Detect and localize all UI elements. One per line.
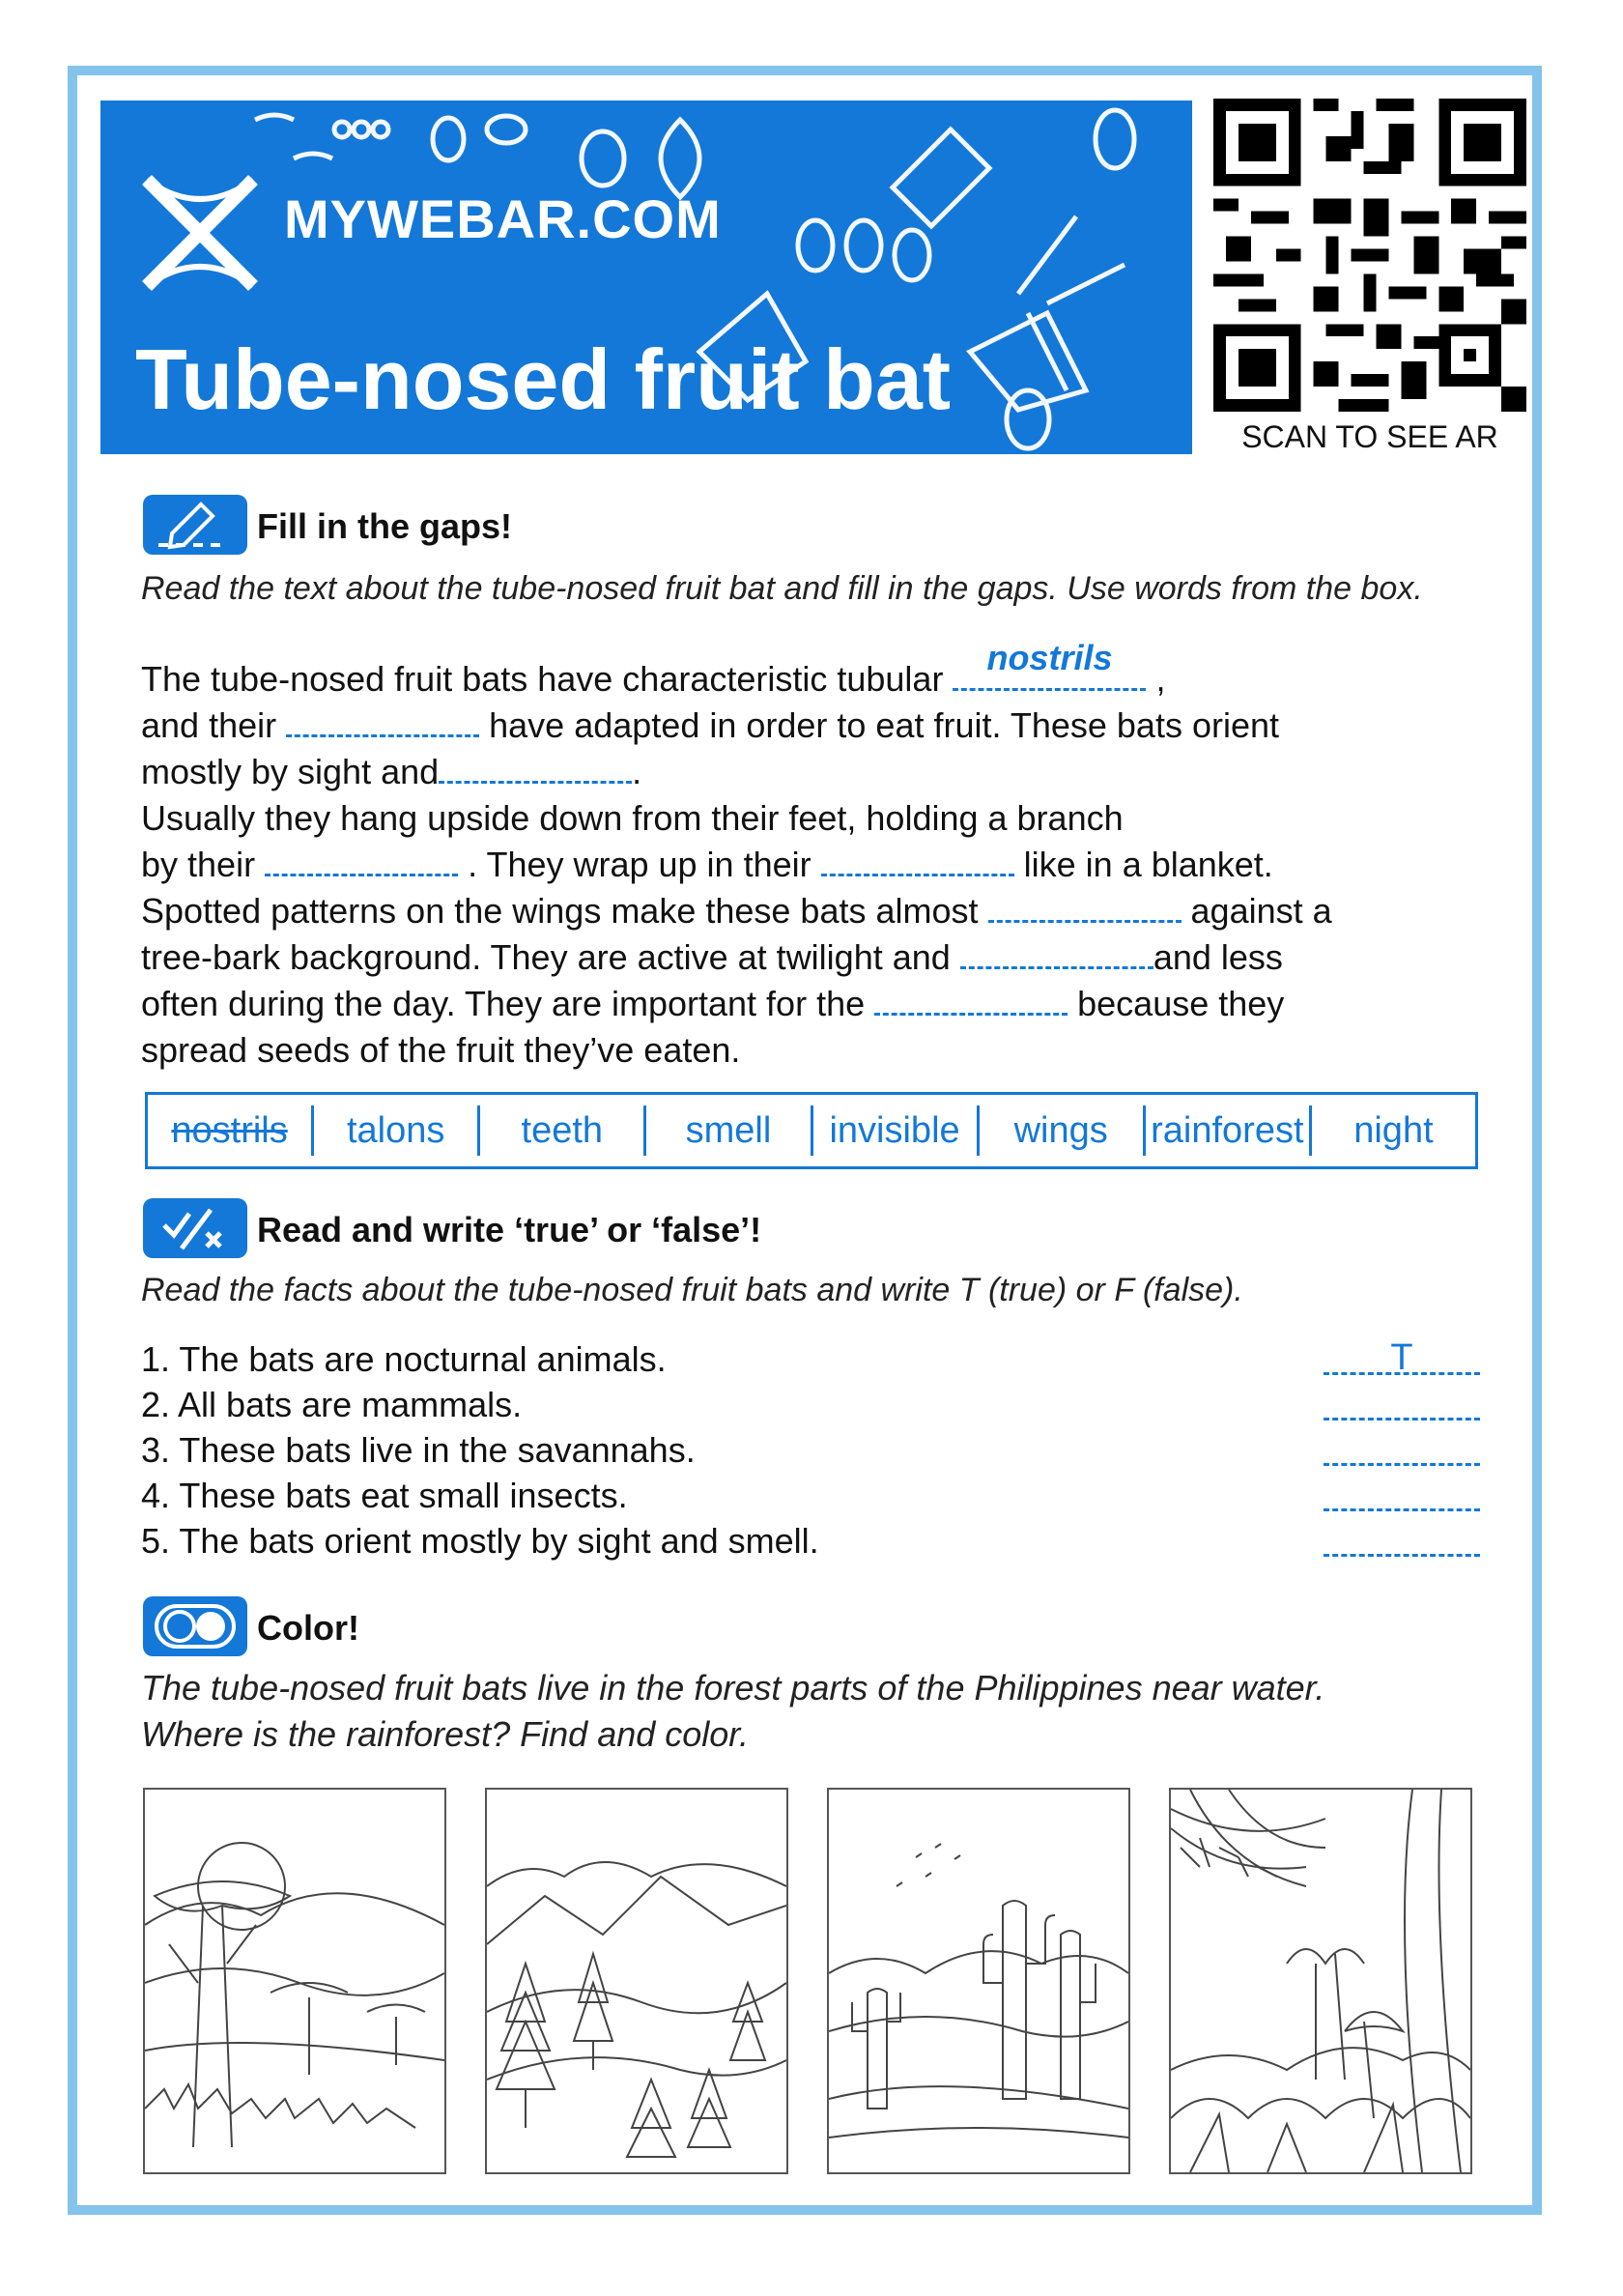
color-instruction: Where is the rainforest? Find and color. <box>141 1714 749 1754</box>
word-option[interactable]: wings <box>980 1105 1146 1156</box>
brand-name: MYWEBAR.COM <box>284 188 722 249</box>
header-banner <box>100 100 1192 454</box>
word-option[interactable]: talons <box>314 1105 480 1156</box>
pencil-icon <box>143 495 247 555</box>
text-line: often during the day. They are important for the because they <box>141 984 1285 1023</box>
mywebar-logo <box>128 160 272 305</box>
text-line: Spotted patterns on the wings make these bats almost against a <box>141 891 1332 931</box>
gap-input[interactable] <box>874 984 1068 1016</box>
statement: 3. These bats live in the savannahs. <box>141 1430 696 1470</box>
gap-input[interactable] <box>821 845 1014 876</box>
text-line: The tube-nosed fruit bats have characteristic tubular nostrils , <box>141 638 1166 699</box>
savanna-picture[interactable] <box>143 1788 446 2174</box>
gap-input[interactable] <box>439 752 632 784</box>
word-option[interactable]: teeth <box>480 1105 646 1156</box>
toggle-color-icon <box>143 1596 247 1656</box>
statement: 2. All bats are mammals. <box>141 1385 523 1424</box>
fill-gaps-instruction: Read the text about the tube-nosed fruit bat and fill in the gaps. Use words from the box. <box>141 570 1423 607</box>
answer-input[interactable]: T <box>1324 1337 1480 1375</box>
word-option[interactable]: smell <box>646 1105 812 1156</box>
desert-picture[interactable] <box>827 1788 1130 2174</box>
true-false-instruction: Read the facts about the tube-nosed fruit bats and write T (true) or F (false). <box>141 1272 1243 1308</box>
gap-input[interactable] <box>960 937 1153 969</box>
gap-input[interactable] <box>265 845 458 876</box>
answer-input[interactable] <box>1324 1519 1480 1557</box>
text-line: and their have adapted in order to eat fruit. These bats orient <box>141 705 1279 745</box>
page-title: Tube-nosed fruit bat <box>135 331 952 427</box>
answer-input[interactable] <box>1324 1428 1480 1466</box>
qr-caption: SCAN TO SEE AR <box>1241 419 1498 454</box>
gap-input[interactable] <box>286 705 479 737</box>
statement: 4. These bats eat small insects. <box>141 1476 628 1515</box>
section-title-color: Color! <box>257 1608 359 1648</box>
gap-input[interactable]: nostrils <box>953 659 1146 691</box>
word-option[interactable]: night <box>1353 1110 1434 1151</box>
statement: 5. The bats orient mostly by sight and smell. <box>141 1521 819 1561</box>
pine-forest-picture[interactable] <box>485 1788 788 2174</box>
text-line: tree-bark background. They are active at twilight and and less <box>141 937 1283 977</box>
text-line: by their . They wrap up in their like in a blanket. <box>141 845 1273 884</box>
check-cross-icon <box>143 1198 247 1258</box>
gap-input[interactable] <box>988 891 1182 923</box>
statement: 1. The bats are nocturnal animals. <box>141 1339 667 1379</box>
color-instruction: The tube-nosed fruit bats live in the forest parts of the Philippines near water. <box>141 1668 1325 1708</box>
section-title-true-false: Read and write ‘true’ or ‘false’! <box>257 1210 762 1249</box>
word-box <box>145 1092 1478 1169</box>
section-title-fill-gaps: Fill in the gaps! <box>257 506 513 546</box>
text-line: spread seeds of the fruit they’ve eaten. <box>141 1030 741 1070</box>
answer-input[interactable] <box>1324 1383 1480 1421</box>
rainforest-picture[interactable] <box>1169 1788 1472 2174</box>
word-option[interactable]: invisible <box>813 1105 980 1156</box>
text-line: Usually they hang upside down from their feet, holding a branch <box>141 798 1124 838</box>
word-option[interactable]: rainforest <box>1146 1105 1312 1156</box>
qr-code[interactable] <box>1213 99 1526 412</box>
answer-input[interactable] <box>1324 1474 1480 1511</box>
word-option[interactable]: nostrils <box>148 1105 314 1156</box>
text-line: mostly by sight and . <box>141 752 642 791</box>
